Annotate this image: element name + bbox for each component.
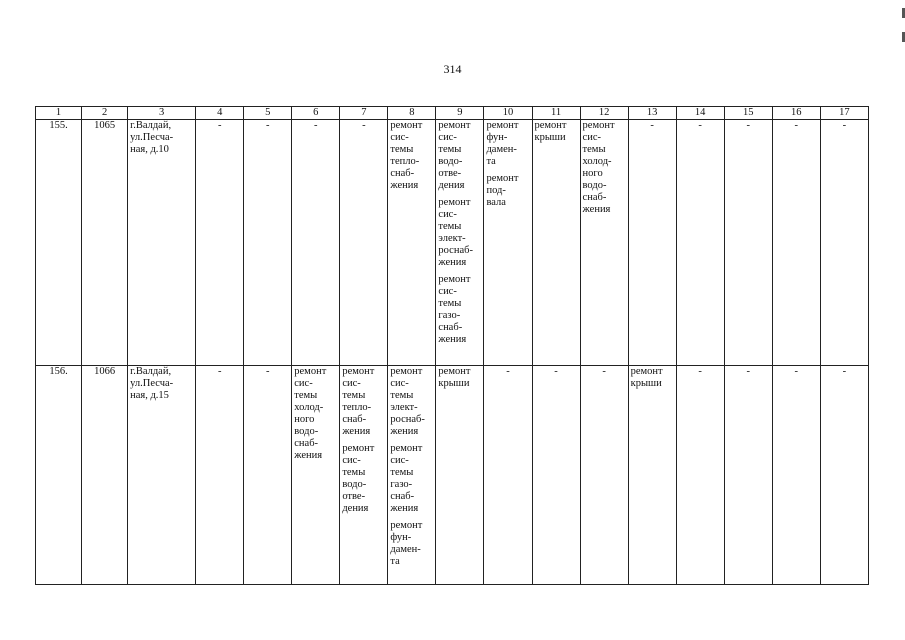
work-item: ремонт сис- темы газо- снаб- жения [390,443,423,514]
building-id: 1066 [82,366,128,585]
cell-col7 [340,366,388,585]
cell-col4: - [196,366,244,585]
cell-col11 [532,120,580,366]
column-header: 14 [676,107,724,120]
column-header: 6 [292,107,340,120]
work-item: ремонт фун- дамен- та [390,520,423,567]
column-header: 12 [580,107,628,120]
cell-col4: - [196,120,244,366]
work-item: ремонт сис- темы холод- ного водо- снаб- жения [582,120,615,215]
address-cell [128,120,196,366]
table-row [36,120,869,366]
work-item: ремонт сис- темы холод- ного водо- снаб- жения [294,366,327,461]
cell-col10 [484,120,532,366]
work-item: ремонт под- вала [486,173,519,208]
work-item: ремонт сис- темы тепло- снаб- жения [390,120,423,191]
work-item: ремонт крыши [438,366,471,389]
column-header: 7 [340,107,388,120]
row-index: 155. [36,120,82,366]
column-header: 10 [484,107,532,120]
column-header: 2 [82,107,128,120]
column-header: 3 [128,107,196,120]
cell-col5: - [244,366,292,585]
cell-col8 [388,366,436,585]
work-item: ремонт сис- темы водо- отве- дения [438,120,471,191]
cell-col7: - [340,120,388,366]
cell-col16: - [772,366,820,585]
column-header: 16 [772,107,820,120]
cell-col9 [436,120,484,366]
cell-col12 [580,120,628,366]
column-header: 1 [36,107,82,120]
work-item: ремонт крыши [630,366,663,389]
column-header: 15 [724,107,772,120]
cell-col15: - [724,120,772,366]
repair-schedule-table [35,106,869,585]
table-row [36,366,869,585]
address-text: г.Валдай, ул.Песча- ная, д.15 [130,366,174,401]
work-item: ремонт сис- темы элект- роснаб- жения [438,197,473,268]
work-item: ремонт сис- темы газо- снаб- жения [438,274,471,345]
work-item: ремонт сис- темы водо- отве- дения [342,443,375,514]
cell-col17: - [820,366,868,585]
column-header: 9 [436,107,484,120]
column-header: 11 [532,107,580,120]
cell-col9 [436,366,484,585]
page-number: 314 [443,62,462,76]
cell-col5: - [244,120,292,366]
column-header: 8 [388,107,436,120]
building-id: 1065 [82,120,128,366]
cell-col17: - [820,120,868,366]
column-header: 4 [196,107,244,120]
cell-col6: - [292,120,340,366]
cell-col13 [628,366,676,585]
work-item: ремонт сис- темы тепло- снаб- жения [342,366,375,437]
address-cell [128,366,196,585]
work-item: ремонт сис- темы элект- роснаб- жения [390,366,425,437]
cell-col14: - [676,366,724,585]
cell-col13: - [628,120,676,366]
column-header: 13 [628,107,676,120]
cell-col16: - [772,120,820,366]
header-row [36,107,869,120]
cell-col10: - [484,366,532,585]
cell-col6 [292,366,340,585]
work-item: ремонт фун- дамен- та [486,120,519,167]
cell-col14: - [676,120,724,366]
cell-col12: - [580,366,628,585]
row-index: 156. [36,366,82,585]
work-item: ремонт крыши [534,120,567,143]
column-header: 17 [820,107,868,120]
cell-col15: - [724,366,772,585]
cell-col11: - [532,366,580,585]
address-text: г.Валдай, ул.Песча- ная, д.10 [130,120,174,155]
column-header: 5 [244,107,292,120]
cell-col8 [388,120,436,366]
